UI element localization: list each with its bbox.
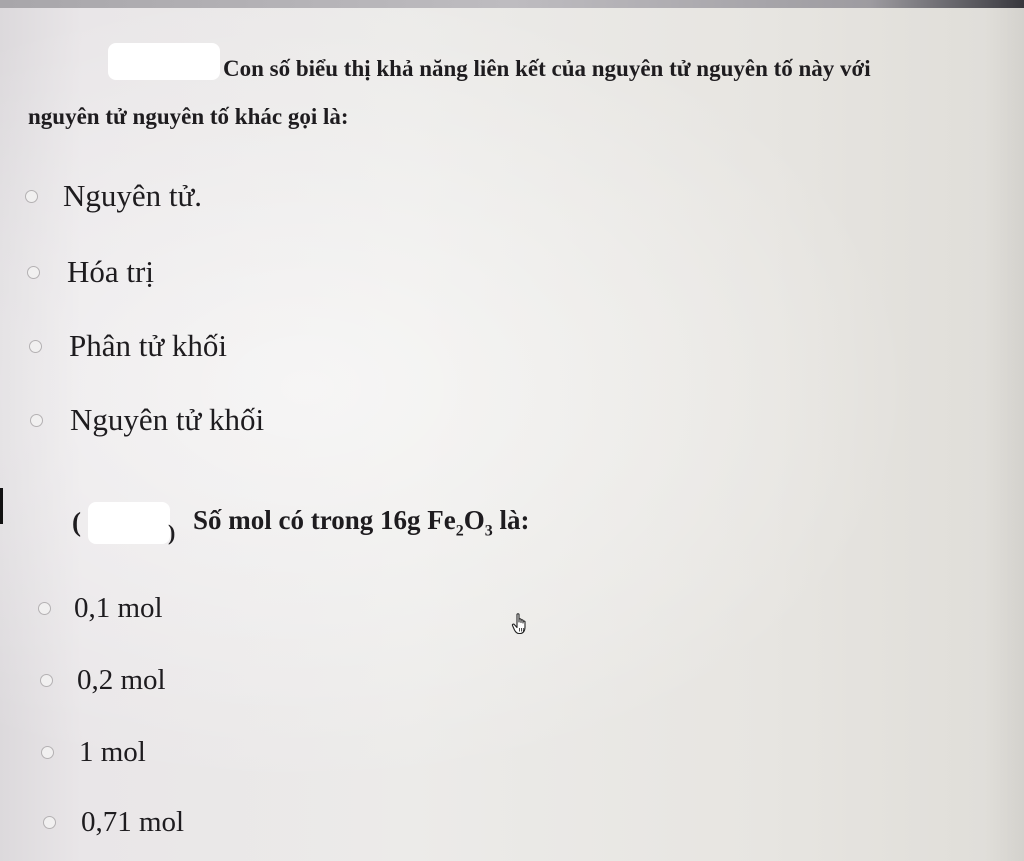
- question-2-option-d[interactable]: [43, 806, 184, 839]
- option-label: Phân tử khối: [69, 328, 228, 363]
- question-2-number: (: [72, 507, 81, 537]
- question-2-text-suffix: là:: [492, 505, 530, 535]
- question-1-option-d[interactable]: [30, 402, 264, 438]
- radio-button[interactable]: [29, 340, 42, 353]
- option-label: 1 mol: [79, 736, 146, 768]
- question-2-option-b[interactable]: [40, 664, 166, 697]
- subscript: 3: [484, 522, 493, 540]
- radio-button[interactable]: [38, 602, 51, 615]
- question-1-text-line2: nguyên tử nguyên tố khác gọi là:: [28, 104, 349, 129]
- question-2-text: [193, 507, 530, 539]
- option-label: Nguyên tử.: [63, 178, 203, 213]
- option-label: Nguyên tử khối: [70, 402, 265, 437]
- redaction-box: [88, 502, 170, 544]
- radio-button[interactable]: [40, 674, 53, 687]
- question-2-number-close: ): [168, 520, 176, 545]
- option-label: 0,2 mol: [77, 664, 166, 696]
- question-1-text-line1: Con số biểu thị khả năng liên kết của nguyên tử nguyên tố này với: [223, 56, 871, 81]
- question-1-option-a[interactable]: [25, 178, 202, 214]
- question-1-option-b[interactable]: [27, 254, 154, 290]
- question-2-option-c[interactable]: [41, 736, 146, 769]
- option-label: Hóa trị: [67, 254, 154, 289]
- subscript: 2: [455, 522, 464, 540]
- screen-top-edge: [0, 0, 1024, 8]
- radio-button[interactable]: [25, 190, 38, 203]
- radio-button[interactable]: [27, 266, 40, 279]
- question-2-text-mid: O: [463, 505, 485, 535]
- radio-button[interactable]: [30, 414, 43, 427]
- radio-button[interactable]: [43, 816, 56, 829]
- option-label: 0,71 mol: [81, 806, 185, 838]
- question-1-option-c[interactable]: [29, 328, 227, 364]
- redaction-box: [108, 43, 220, 80]
- screen-left-edge-mark: [0, 488, 3, 524]
- question-2-option-a[interactable]: [38, 592, 163, 625]
- question-2-text-prefix: Số mol có trong 16g Fe: [193, 505, 456, 535]
- screen-shadow: [984, 0, 1024, 861]
- hand-pointer-icon: [510, 612, 530, 636]
- radio-button[interactable]: [41, 746, 54, 759]
- option-label: 0,1 mol: [74, 592, 163, 624]
